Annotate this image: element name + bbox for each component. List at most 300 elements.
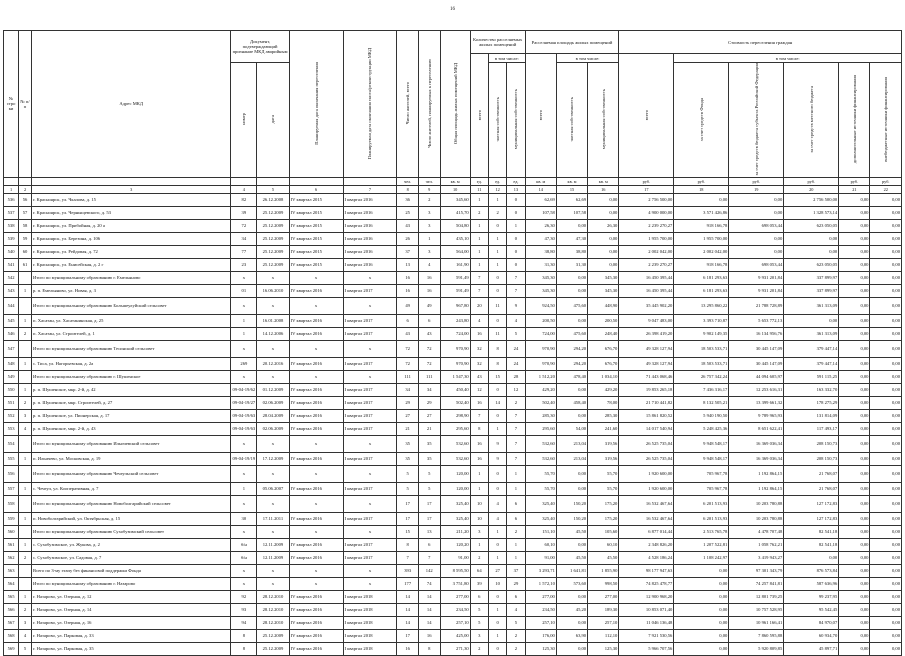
column-number-cell: 17 [619,185,674,193]
table-cell: 25.12.2009 [257,245,289,258]
table-body [4,193,902,655]
table-cell: 425,00 [440,629,470,642]
column-number-cell: 10 [440,185,470,193]
table-cell: 25.12.2009 [257,232,289,245]
table-cell: 0,00 [674,193,729,206]
table-cell: 1 955 700,00 [619,232,674,245]
table-cell: 6 [418,538,440,551]
table-cell: 1 [507,482,525,495]
table-cell: IV квартал 2016 [289,314,343,327]
table-cell: 560 [4,525,19,538]
table-cell: 37 [397,245,419,258]
table-cell: 924,50 [525,297,556,314]
table-cell: 3 [418,245,440,258]
table-cell: 0,00 [839,422,870,435]
table-cell: п. Хасатан, ул. Хасатанинская, д. 25 [32,314,231,327]
table-cell: 970,90 [440,357,470,370]
table-cell: 345,60 [440,193,470,206]
table-cell: 562 [4,551,19,564]
header-cost: Стоимость переселения граждан [619,31,902,54]
table-cell: 2 239 270,27 [619,219,674,232]
table-cell: Итого по муниципальному образованию Сухобузимский сельсовет [32,525,231,538]
table-cell: 1 034,10 [588,370,619,383]
table-cell: 131 814,09 [784,409,839,422]
table-cell: 0,00 [556,482,587,495]
table-cell: 0,00 [839,370,870,383]
table-cell: I квартал 2017 [343,284,397,297]
table-cell: 548 [4,357,19,370]
table-cell: 09-04-19/19 [231,452,257,465]
table-cell: 565 [4,590,19,603]
table-cell: 257,10 [588,616,619,629]
header-cost-fund: за счет средств Фонда [674,63,729,178]
table-cell: 0 [488,465,506,482]
table-cell: 537 [4,206,19,219]
table-cell: 569 [4,642,19,655]
table-cell: Итого по муниципальному образованию г. Назарово [32,577,231,590]
table-cell: 0,00 [556,271,587,284]
table-cell: 2 756 500,00 [784,193,839,206]
table-cell: 546 [4,327,19,340]
table-cell: 319,56 [588,452,619,465]
table-cell: 5 [397,482,419,495]
table-cell: 15 861 820,52 [619,409,674,422]
table-cell: 8 [231,629,257,642]
table-cell: IV квартал 2016 [289,551,343,564]
table-cell: 271,30 [440,642,470,655]
table-cell: 234,50 [440,603,470,616]
table-cell: 3 [19,616,32,629]
table-cell: 16 [418,284,440,297]
table-cell: 02.06.2009 [257,422,289,435]
table-cell: 1 920 600,00 [619,465,674,482]
table-cell: 21 [397,422,419,435]
table-cell: 1 [19,383,32,396]
header-residents-total: Число жителей, всего [397,31,419,178]
table-cell: 1 [470,219,488,232]
table-cell: 09-04-19/62 [231,383,257,396]
table-cell: IV квартал 2016 [289,616,343,629]
table-cell: 337 899,97 [784,271,839,284]
table-cell: 1 512,20 [525,370,556,383]
resettlement-table [3,30,902,656]
table-cell: 567 [4,616,19,629]
unit-cell: кв. м [525,177,556,185]
table-cell: 91,00 [440,551,470,564]
table-cell: 5 [19,642,32,655]
table-cell: 550 [4,383,19,396]
table-cell: х [257,297,289,314]
header-rooms-municipal: муниципальная собственность [507,63,525,178]
table-cell: 705 967,78 [674,482,729,495]
table-cell: 379 447,14 [784,340,839,357]
table-cell [19,564,32,577]
table-cell: 21 788 728,89 [729,297,784,314]
table-cell: 0,00 [839,564,870,577]
table-cell: I квартал 2016 [343,258,397,271]
table-cell: 13 399 661,32 [729,396,784,409]
table-cell: 8 132 505,21 [674,396,729,409]
table-cell: 325,40 [525,512,556,525]
table-cell: 39 [470,577,488,590]
table-cell: 117 493,17 [784,422,839,435]
table-cell: с. Сухобузимское, ул. Садовая, д. 7 [32,551,231,564]
table-cell: 1 [231,314,257,327]
table-cell: 0 [488,383,506,396]
table-cell: 29 [507,577,525,590]
table-cell: 111 [397,370,419,383]
table-cell: 0,00 [784,245,839,258]
table-cell: 559 [4,512,19,525]
table-cell: 0,00 [674,603,729,616]
table-cell: х [343,271,397,284]
table-cell: г. Красноярск, ул. Березина, д. 106 [32,232,231,245]
table-cell: 82 541,18 [784,525,839,538]
table-cell: 2 [507,396,525,409]
table-cell: 8 [231,642,257,655]
table-cell: 7 [507,284,525,297]
table-cell: 24 [507,340,525,357]
table-cell: 59 [19,232,32,245]
table-cell: 1 [19,452,32,465]
table-cell: 7 [507,435,525,452]
table-cell: 0,00 [839,495,870,512]
table-cell: 0 [488,314,506,327]
table-cell: 36 [397,193,419,206]
table-row [4,538,902,551]
table-cell: 8 [397,538,419,551]
table-cell: I квартал 2016 [343,232,397,245]
table-cell: 2 756 500,00 [619,193,674,206]
table-cell: х [257,435,289,452]
units-row [4,177,902,185]
table-cell: I квартал 2017 [343,327,397,340]
table-cell: 24 [507,357,525,370]
unit-cell: руб. [729,177,784,185]
table-cell: 30 445 147,09 [729,340,784,357]
table-cell: 0 [507,193,525,206]
table-row-total [4,564,902,577]
table-cell: 61 [19,258,32,271]
table-cell: 0,00 [556,409,587,422]
header-doc-date: дата [257,63,289,178]
table-cell: 9 931 201,84 [729,284,784,297]
table-cell: 0,00 [729,232,784,245]
table-cell: 294,20 [556,340,587,357]
table-cell: 200,50 [588,314,619,327]
table-cell: 16 369 036,34 [729,435,784,452]
table-cell: 4 [418,258,440,271]
table-cell: 698 053,44 [729,258,784,271]
table-cell: 325,40 [440,495,470,512]
table-cell: 105,60 [588,525,619,538]
table-cell: 556 [4,465,19,482]
column-number-cell: 1 [4,185,19,193]
table-cell: 10 203 780,88 [729,512,784,525]
table-cell: 25.12.2009 [257,258,289,271]
table-row [4,258,902,271]
table-cell: 0,00 [556,314,587,327]
table-cell: р. п. Шушенское, ул. Пионерская, д. 17 [32,409,231,422]
table-row [4,245,902,258]
table-cell: 243,80 [440,314,470,327]
table-cell: 4 [488,495,506,512]
table-cell: 17 [418,495,440,512]
table-cell: 1 920 600,00 [619,482,674,495]
table-cell: 2 [470,206,488,219]
column-number-cell: 20 [784,185,839,193]
table-cell: г. Назарово, ул. Парковая, д. 35 [32,642,231,655]
unit-cell: кв. м [588,177,619,185]
table-cell: 295,60 [440,422,470,435]
table-cell: IV квартал 2016 [289,642,343,655]
table-cell: 0,00 [870,465,902,482]
table-cell: 0,00 [870,642,902,655]
table-cell: 38,80 [525,245,556,258]
table-cell: 0,00 [870,219,902,232]
table-cell: 78,00 [588,396,619,409]
table-row [4,396,902,409]
table-cell: 2 002 042,00 [674,245,729,258]
table-cell: 45,50 [556,551,587,564]
column-number-cell: 8 [397,185,419,193]
table-cell: 94 [231,616,257,629]
header-residents-planned: Число жителей, планируемых к переселению [418,31,440,178]
table-cell: 1 [488,422,506,435]
table-cell: 23 [231,258,257,271]
table-cell: 0,00 [729,193,784,206]
table-cell: 9 902 149,35 [674,327,729,340]
table-cell: х [343,495,397,512]
table-cell: I квартал 2016 [343,193,397,206]
table-cell: Итого по муниципальному образованию г. Шушенское [32,370,231,383]
table-cell: 542 [4,271,19,284]
table-cell: 0,00 [556,383,587,396]
table-cell: 0,00 [870,435,902,452]
table-cell: 55,70 [588,482,619,495]
table-cell: х [231,465,257,482]
table-cell: 429,20 [525,383,556,396]
table-cell: 7 436 316,17 [674,383,729,396]
table-cell: 25.12.2009 [257,206,289,219]
table-cell: 1 [488,232,506,245]
unit-cell: ед. [488,177,506,185]
table-cell: 213,04 [556,452,587,465]
table-cell: 97 301 343,79 [729,564,784,577]
table-cell: Итого по муниципальному образованию Тесинский сельсовет [32,340,231,357]
table-cell: 35 [418,435,440,452]
table-cell: 295,60 [525,422,556,435]
table-cell: 0,00 [556,284,587,297]
table-cell: 150,20 [556,495,587,512]
table-cell: 1 [470,465,488,482]
table-cell: 1 [19,538,32,551]
table-cell: 107,58 [556,206,587,219]
table-cell: IV квартал 2015 [289,206,343,219]
table-cell: 57 [19,206,32,219]
table-cell [19,370,32,383]
table-cell: р. п. Шушенское, мкр. 2-й, д. 43 [32,422,231,435]
table-cell: I квартал 2018 [343,603,397,616]
table-cell: 970,90 [525,357,556,370]
table-cell: х [257,465,289,482]
table-cell: 0,00 [870,370,902,383]
table-row-total [4,370,902,383]
table-cell: 14 [488,396,506,409]
table-cell: 2 [507,629,525,642]
table-cell: 361 313,09 [784,297,839,314]
table-cell: 12 900 968,20 [619,590,674,603]
table-cell: 0,00 [556,465,587,482]
table-cell: 0,00 [674,642,729,655]
table-cell: 62,69 [525,193,556,206]
unit-cell: ед. [507,177,525,185]
table-cell: 16 [470,452,488,465]
table-cell: 18 503 533,71 [674,340,729,357]
table-cell: I квартал 2016 [343,245,397,258]
table-cell: 1 641,81 [556,564,587,577]
table-row [4,193,902,206]
table-cell: 4 [488,512,506,525]
table-cell: 49 328 127,94 [619,340,674,357]
table-cell: 7 [470,271,488,284]
table-row-total [4,297,902,314]
table-cell [19,340,32,357]
table-cell: 361 313,09 [784,327,839,340]
table-cell: 55,70 [588,465,619,482]
table-cell: 0 [488,642,506,655]
table-cell: х [257,525,289,538]
column-number-cell: 15 [556,185,587,193]
table-cell: 0 [488,409,506,422]
table-cell: 591,49 [440,284,470,297]
column-number-cell: 4 [231,185,257,193]
table-cell: б/н [231,538,257,551]
table-cell: г. Красноярск, ул. Чкалова, д. 15 [32,193,231,206]
header-cost-incl: в том числе: [674,54,902,63]
table-cell: 13 [418,525,440,538]
table-cell: 0 [488,538,506,551]
table-cell: 7 [397,551,419,564]
table-cell: 345,30 [588,271,619,284]
table-cell: 0,00 [839,271,870,284]
table-cell: 0,00 [839,206,870,219]
table-cell: I квартал 2018 [343,590,397,603]
column-number-cell: 12 [488,185,506,193]
table-cell: 0,00 [870,603,902,616]
table-cell: 3 293,71 [525,564,556,577]
table-cell: 43 [418,327,440,340]
table-cell: 7 [470,409,488,422]
table-cell: 7 [507,422,525,435]
header-cost-local: за счет средств местного бюджета [784,63,839,178]
table-cell: 49 [418,297,440,314]
table-cell: 77 [231,245,257,258]
table-cell: 1 [488,193,506,206]
table-cell: х [231,271,257,284]
table-cell: I квартал 2017 [343,512,397,525]
table-cell: 393 [397,564,419,577]
table-cell: 724,00 [525,327,556,340]
table-cell: 1 [488,258,506,271]
table-cell: х [289,271,343,284]
table-cell: 7 [507,271,525,284]
table-cell: 7 [418,551,440,564]
table-cell: Итого по муниципальному образованию Новоболгарийский сельсовет [32,495,231,512]
table-cell: 7 [507,452,525,465]
table-cell: 14 [418,603,440,616]
table-cell: 0 [488,482,506,495]
table-cell: 3 [418,219,440,232]
table-cell: 0,00 [839,590,870,603]
table-cell: 26 757 342,24 [674,370,729,383]
table-cell: 15 [397,525,419,538]
table-cell: 29 [397,396,419,409]
table-cell: 4 900 000,00 [619,206,674,219]
table-cell: Итого по муниципальному образованию Ильичевский сельсовет [32,435,231,452]
table-cell: 325,40 [440,512,470,525]
table-cell: IV квартал 2015 [289,219,343,232]
table-cell: 10 203 780,88 [729,495,784,512]
table-cell: 623 050,05 [784,219,839,232]
table-cell: 111 [418,370,440,383]
table-cell: 127 172,83 [784,495,839,512]
table-cell: 3 571 426,86 [674,206,729,219]
table-cell: 998,50 [588,577,619,590]
table-cell [19,271,32,284]
table-cell: 34 [231,232,257,245]
table-cell: I квартал 2016 [343,219,397,232]
table-row-total [4,271,902,284]
table-cell: 0,00 [784,314,839,327]
table-cell: с. Чечеул, ул. Кооперативная, д. 7 [32,482,231,495]
table-cell [19,577,32,590]
table-cell: 0,00 [870,629,902,642]
table-cell: IV квартал 2016 [289,452,343,465]
table-cell: п. Новоболгарийский, ул. Октябрьская, д. 15 [32,512,231,525]
table-cell: 1 [19,482,32,495]
unit-cell [19,177,32,185]
table-cell: 12.11.2009 [257,538,289,551]
table-row [4,219,902,232]
table-cell: 1 [507,551,525,564]
table-cell: 345,30 [525,271,556,284]
table-cell: 248,40 [588,327,619,340]
table-cell: 1 [488,245,506,258]
column-number-cell: 5 [257,185,289,193]
table-cell: IV квартал 2016 [289,590,343,603]
table-cell: 2 239 270,27 [619,258,674,271]
table-cell: 475,60 [556,327,587,340]
unit-cell [289,177,343,185]
table-cell: I квартал 2017 [343,409,397,422]
table-cell: 2 [19,603,32,616]
table-cell: 60 [19,245,32,258]
table-cell: 568 [4,629,19,642]
table-cell: 02.06.2009 [257,396,289,409]
column-number-cell: 14 [525,185,556,193]
table-cell: 3 [418,206,440,219]
table-cell: 234,50 [525,603,556,616]
table-cell: 14 [397,590,419,603]
table-cell: 269 [231,357,257,370]
table-cell: 12 253 616,31 [729,383,784,396]
table-cell: 0,00 [870,232,902,245]
table-row [4,603,902,616]
table-cell: 0,00 [870,206,902,219]
table-row-total [4,435,902,452]
table-cell: 26 525 735,04 [619,435,674,452]
